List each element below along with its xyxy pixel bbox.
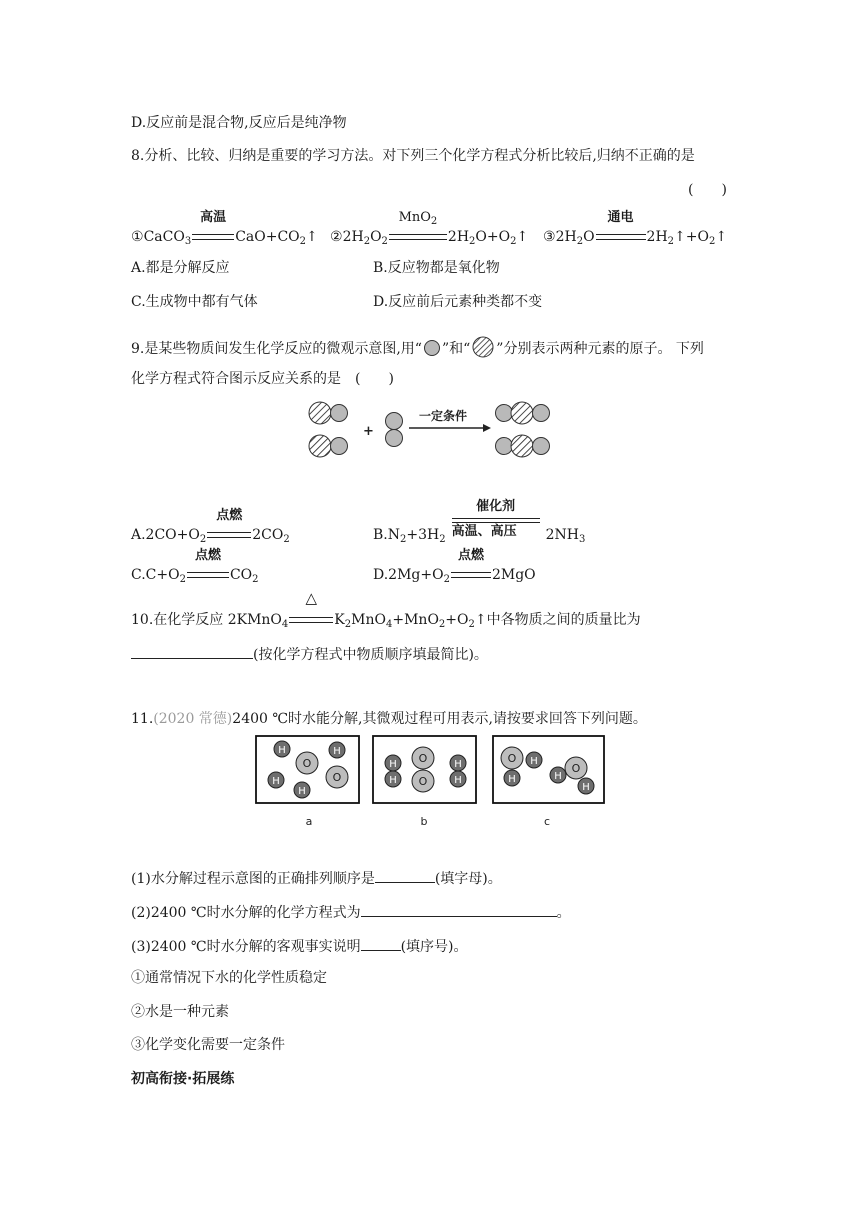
q11-part3: (3)2400 ℃时水分解的客观事实说明 (填序号)。	[131, 936, 468, 956]
svg-text:H: H	[530, 756, 538, 767]
q11-statement-3: ③化学变化需要一定条件	[131, 1037, 285, 1053]
reactant-molecule-o2	[386, 413, 403, 447]
q11-source: (2020 常德)	[153, 711, 233, 727]
q11-part2-blank[interactable]	[361, 902, 557, 917]
svg-text:O: O	[571, 762, 581, 775]
q8-option-a: A.都是分解反应	[131, 260, 230, 276]
q8-equation-3: $③2H_2O$ 通电 $2H_2↑+O_2↑$	[543, 210, 728, 247]
svg-text:O: O	[302, 757, 312, 770]
q8-option-b: B.反应物都是氧化物	[373, 260, 500, 276]
q8-stem: 8.分析、比较、归纳是重要的学习方法。对下列三个化学方程式分析比较后,归纳不正确的是	[131, 148, 695, 164]
q11-statement-1: ①通常情况下水的化学性质稳定	[131, 970, 327, 986]
svg-text:H: H	[333, 746, 341, 757]
svg-text:H: H	[298, 786, 306, 797]
q8-answer-paren: ( )	[688, 182, 727, 198]
q10-answer-blank[interactable]	[131, 644, 253, 659]
svg-text:H: H	[278, 745, 286, 756]
panel-label-b: b	[420, 815, 428, 828]
q11-stem: 11.(2020 常德)2400 ℃时水能分解,其微观过程可用表示,请按要求回答下列问题。	[131, 711, 647, 727]
arrow-condition-label: 一定条件	[419, 409, 468, 423]
svg-text:H: H	[389, 759, 397, 770]
q9-stem: 9.是某些物质间发生化学反应的微观示意图,用“ ”和“ ”分别表示两种元素的原子。 下列	[131, 336, 704, 358]
q9-option-b: $B.N_2+3H_2$ 催化剂 高温、高压 $2NH_3$	[373, 499, 586, 545]
svg-text:H: H	[554, 771, 562, 782]
panel-label-a: a	[305, 815, 313, 828]
q11-part1-blank[interactable]	[375, 868, 435, 883]
condition-high-temp: 高温	[200, 210, 227, 225]
svg-text:H: H	[389, 775, 397, 786]
q7-option-d: D.反应前是混合物,反应后是纯净物	[131, 115, 347, 131]
q11-water-decomposition-diagram	[255, 735, 615, 835]
q9-option-a: $A.2CO+O_2$ 点燃 $2CO_2$	[131, 508, 290, 545]
panel-label-c: c	[543, 815, 551, 828]
q11-part2: (2)2400 ℃时水分解的化学方程式为 。	[131, 902, 571, 922]
svg-text:H: H	[508, 774, 516, 785]
q9-reaction-diagram	[305, 397, 555, 467]
q11-statement-2: ②水是一种元素	[131, 1004, 229, 1020]
plus-sign: +	[363, 424, 374, 439]
q9-option-c: $C.C+O_2$ 点燃 $CO_2$	[131, 548, 259, 585]
q10-stem: 10.在化学反应 2KMnO$_4$ △ $K_2MnO_4+MnO_2+O_2↑$中各物质之间的质量比为	[131, 589, 641, 630]
product-molecule-2	[496, 435, 550, 457]
section-heading: 初高衔接·拓展练	[131, 1071, 235, 1087]
q10-line2: (按化学方程式中物质顺序填最简比)。	[131, 644, 488, 664]
svg-text:H: H	[582, 782, 590, 793]
panel-c	[493, 736, 604, 803]
q8-equation-1: ①CaCO$_3$ 高温 $CaO+CO_2↑$	[131, 210, 318, 247]
panel-b	[373, 736, 476, 803]
svg-text:O: O	[507, 752, 517, 765]
q8-option-d: D.反应前后元素种类都不变	[373, 294, 543, 310]
panel-a	[256, 736, 359, 803]
q8-option-c: C.生成物中都有气体	[131, 294, 258, 310]
reactant-molecule-2	[309, 435, 348, 457]
hatched-atom-icon	[470, 336, 496, 358]
q8-equation-2: $②2H_2O_2$ MnO$_2$ $2H_2O+O_2↑$	[330, 210, 529, 247]
svg-text:H: H	[454, 759, 462, 770]
q9-stem-line2: 化学方程式符合图示反应关系的是 ( )	[131, 371, 394, 387]
product-molecule-1	[496, 402, 550, 424]
svg-text:H: H	[454, 775, 462, 786]
svg-text:O: O	[418, 775, 428, 788]
svg-text:O: O	[418, 752, 428, 765]
svg-text:O: O	[332, 771, 342, 784]
condition-catalyst: MnO$_2$	[398, 210, 438, 227]
q11-part1: (1)水分解过程示意图的正确排列顺序是 (填字母)。	[131, 868, 502, 888]
svg-text:H: H	[272, 776, 280, 787]
condition-electrify: 通电	[607, 210, 634, 225]
q11-part3-blank[interactable]	[361, 936, 401, 951]
plain-atom-icon	[422, 340, 442, 356]
reactant-molecule-1	[309, 402, 348, 424]
q9-option-d: $D.2Mg+O_2$ 点燃 2MgO	[373, 548, 536, 585]
